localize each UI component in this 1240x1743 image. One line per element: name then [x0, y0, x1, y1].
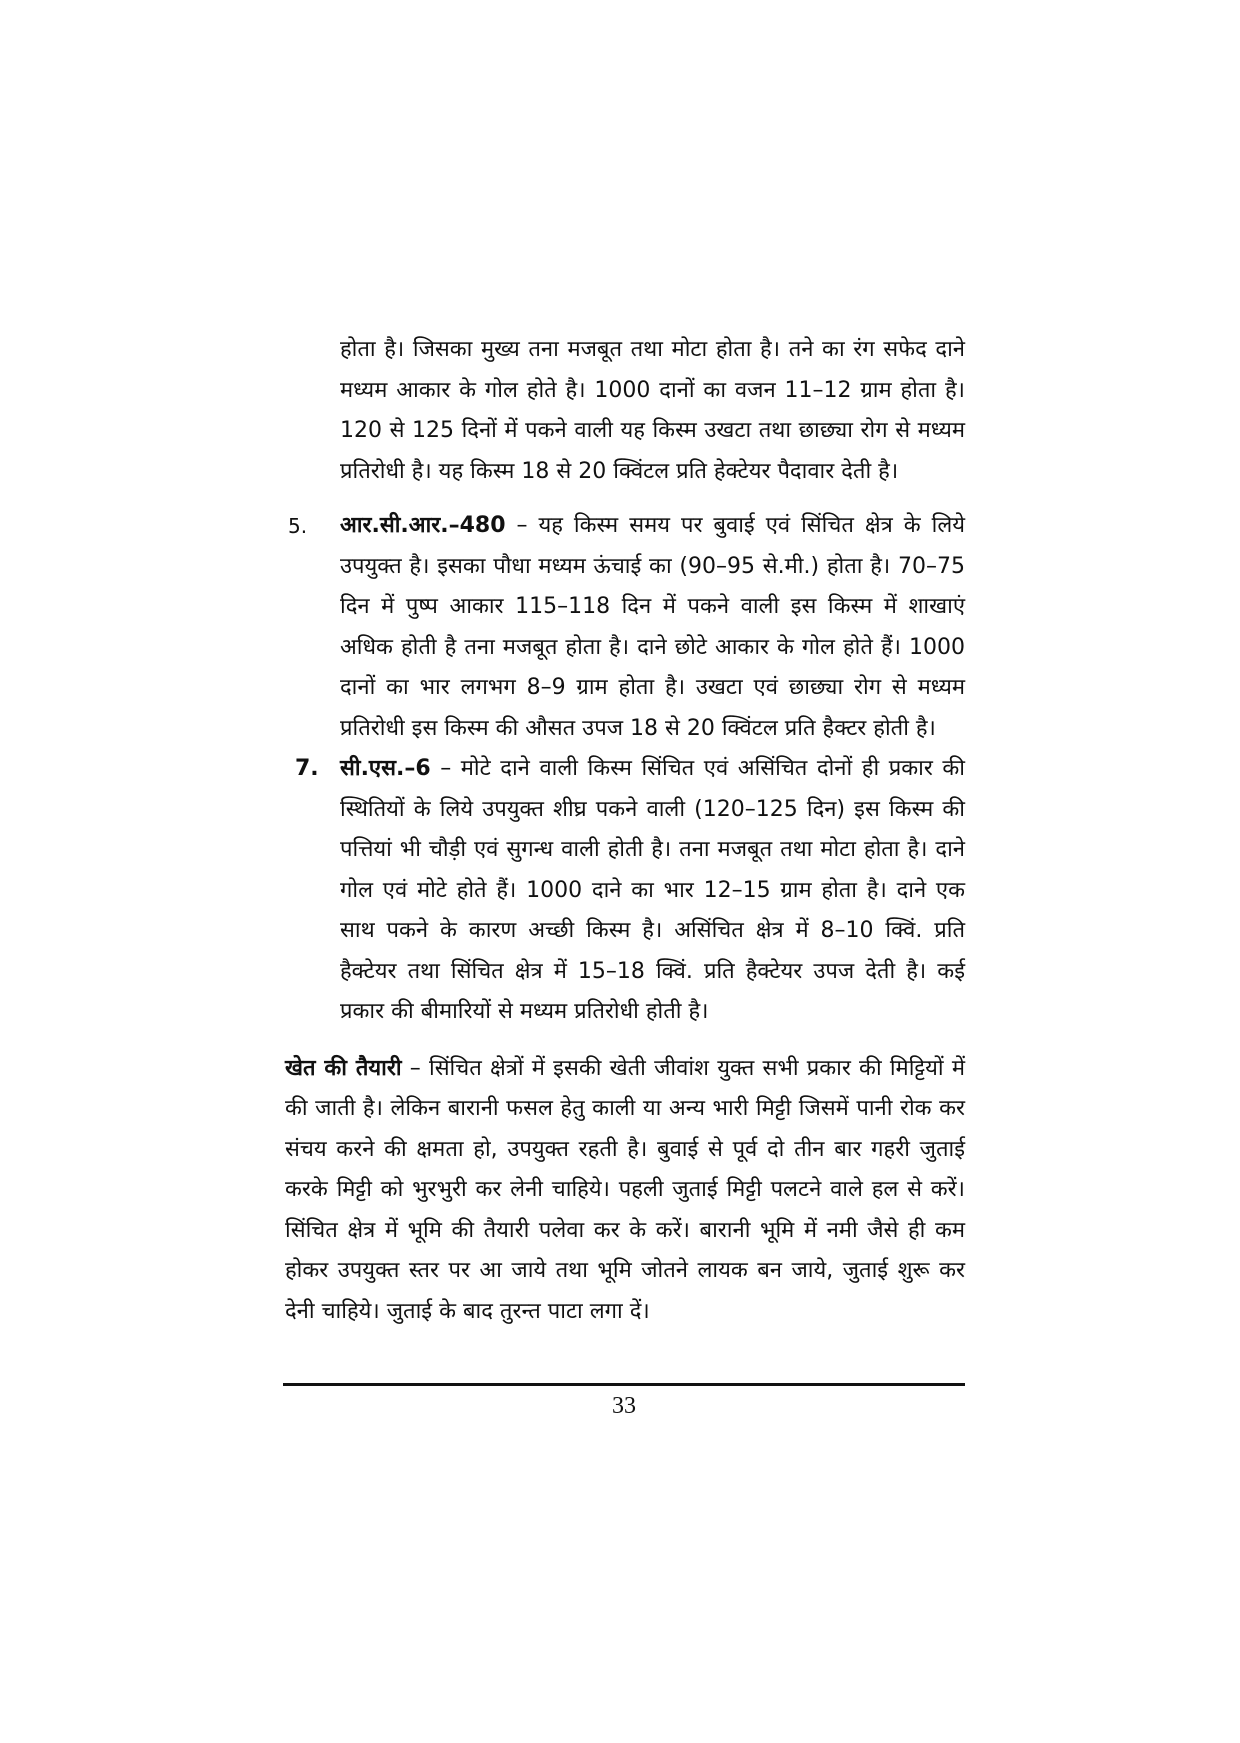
section-heading: खेत की तैयारी [285, 1055, 402, 1081]
item-number: 5. [288, 514, 308, 538]
list-item [295, 749, 965, 1033]
page-body [285, 330, 965, 1332]
variety-name: आर.सी.आर.–480 [340, 513, 506, 538]
item-text: – मोटे दाने वाली किस्म सिंचित एवं असिंचित दोनों ही प्रकार की स्थितियों के लिये उपयुक्त शीघ्र पकने वाली (120–125 दिन) इस किस्म की पत्तियां भी चौड़ी एवं सुगन्ध वाली होती है। तना मजबूत तथा मोटा होता है। दाने गोल एवं मोटे होते हैं। 1000 दाने का भार 12–15 ग्राम होता है। दाने एक साथ पकने के कारण अच्छी किस्म है। असिंचित क्षेत्र में 8–10 क्विं. प्रति हैक्टेयर तथा सिंचित क्षेत्र में 15–18 क्विं. प्रति हैक्टेयर उपज देती है। कई प्रकार की बीमारियों से मध्यम प्रतिरोधी होती है। [340, 756, 965, 1024]
footer-rule [283, 1383, 965, 1386]
page-number: 33 [612, 1393, 636, 1419]
section-paragraph [285, 1049, 965, 1333]
item-paragraph [340, 749, 965, 1033]
item-paragraph [340, 506, 965, 749]
item-text: – यह किस्म समय पर बुवाई एवं सिंचित क्षेत्र के लिये उपयुक्त है। इसका पौधा मध्यम ऊंचाई का (90–95 से.मी.) होता है। 70–75 दिन में पुष्प आकार 115–118 दिन में पकने वाली इस किस्म में शाखाएं अधिक होती है तना मजबूत होता है। दाने छोटे आकार के गोल होते हैं। 1000 दानों का भार लगभग 8–9 ग्राम होता है। उखटा एवं छाछ्या रोग से मध्यम प्रतिरोधी इस किस्म की औसत उपज 18 से 20 क्विंटल प्रति हैक्टर होती है। [340, 513, 965, 741]
list-item [288, 506, 965, 749]
continuation-paragraph: होता है। जिसका मुख्य तना मजबूत तथा मोटा होता है। तने का रंग सफेद दाने मध्यम आकार के गोल होते है। 1000 दानों का वजन 11–12 ग्राम होता है। 120 से 125 दिनों में पकने वाली यह किस्म उखटा तथा छाछ्या रोग से मध्यम प्रतिरोधी है। यह किस्म 18 से 20 क्विंटल प्रति हेक्टेयर पैदावार देती है। [340, 337, 965, 484]
section-text: – सिंचित क्षेत्रों में इसकी खेती जीवांश युक्त सभी प्रकार की मिट्टियों में की जाती है। लेकिन बारानी फसल हेतु काली या अन्य भारी मिट्टी जिसमें पानी रोक कर संचय करने की क्षमता हो, उपयुक्त रहती है। बुवाई से पूर्व दो तीन बार गहरी जुताई करके मिट्टी को भुरभुरी कर लेनी चाहिये। पहली जुताई मिट्टी पलटने वाले हल से करें। सिंचित क्षेत्र में भूमि की तैयारी पलेवा कर के करें। बारानी भूमि में नमी जैसे ही कम होकर उपयुक्त स्तर पर आ जाये तथा भूमि जोतने लायक बन जाये, जुताई शुरू कर देनी चाहिये। जुताई के बाद तुरन्त पाटा लगा दें। [285, 1055, 965, 1324]
variety-name: सी.एस.–6 [340, 756, 431, 781]
item-number: 7. [295, 756, 319, 781]
